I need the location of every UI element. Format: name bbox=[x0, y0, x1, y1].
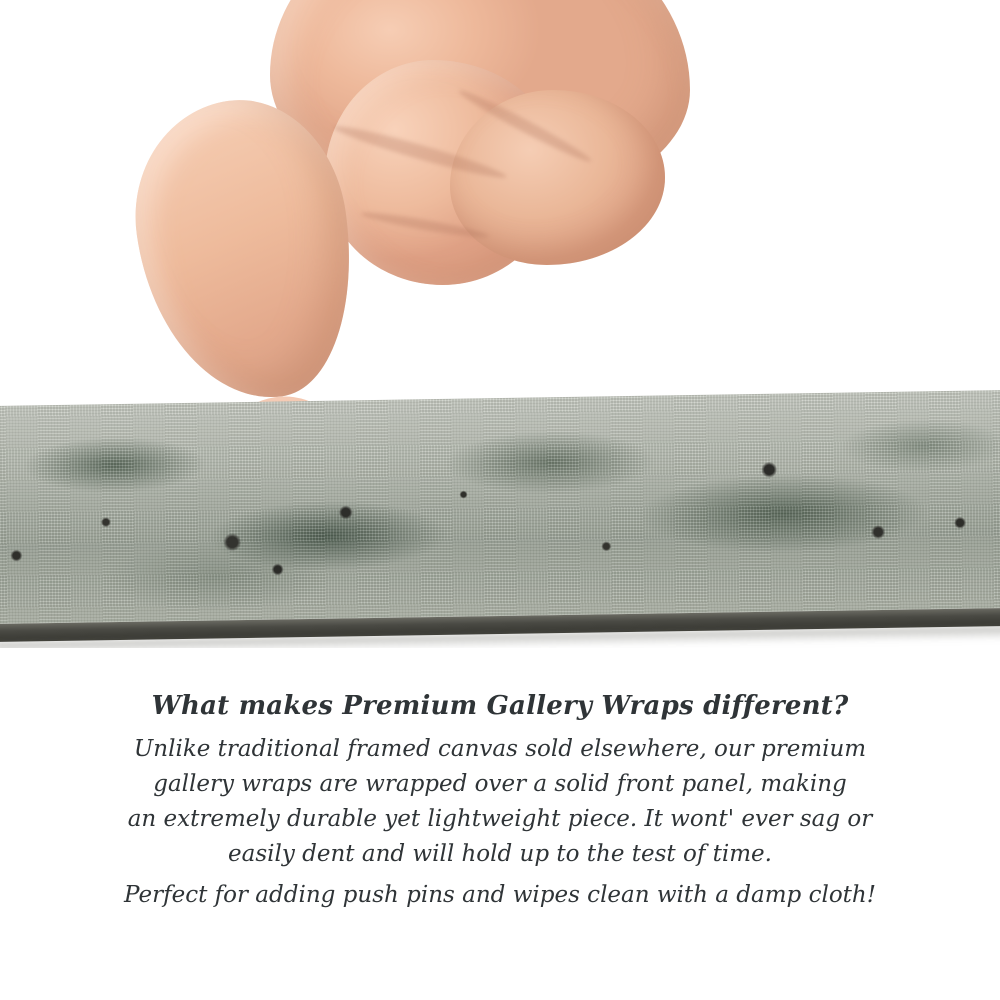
caption-line: gallery wraps are wrapped over a solid front panel, making bbox=[153, 770, 847, 797]
caption-body bbox=[0, 732, 1000, 913]
hand-illustration bbox=[120, 0, 680, 420]
canvas-wrap-edge bbox=[0, 390, 1000, 648]
canvas-printed-surface bbox=[0, 390, 1000, 624]
caption-line: easily dent and will hold up to the test of time. bbox=[228, 840, 772, 867]
caption-heading: What makes Premium Gallery Wraps different? bbox=[151, 691, 849, 721]
caption-line: Unlike traditional framed canvas sold elsewhere, our premium bbox=[133, 735, 867, 762]
caption-line: an extremely durable yet lightweight piece. It wont' ever sag or bbox=[127, 805, 873, 832]
caption-closing-line: Perfect for adding push pins and wipes clean with a damp cloth! bbox=[124, 881, 876, 908]
middle-finger bbox=[450, 90, 665, 265]
caption-block bbox=[0, 690, 1000, 913]
